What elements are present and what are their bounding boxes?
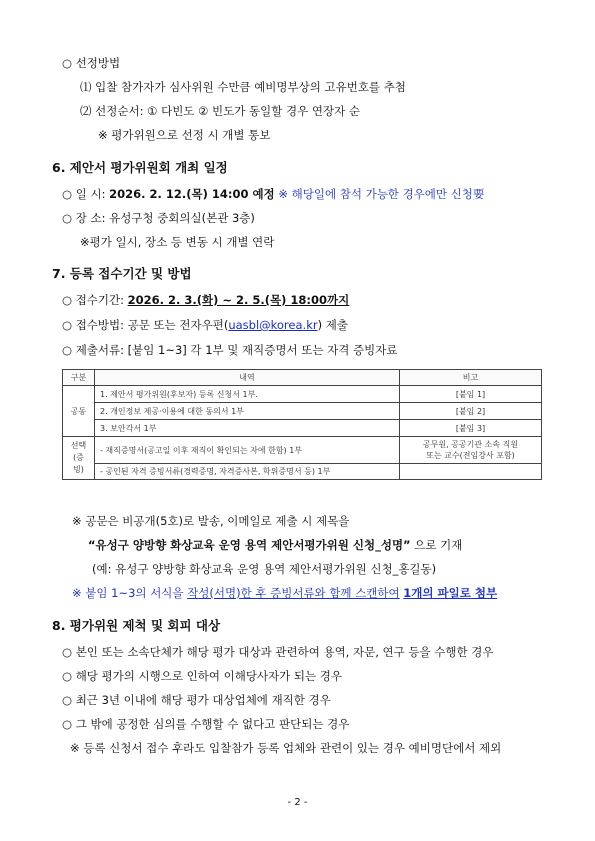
table-row	[63, 403, 542, 420]
meeting-place: ○ 장 소: 유성구청 중회의실(본관 3층)	[62, 211, 255, 225]
section-7-title: 7. 등록 접수기간 및 방법	[52, 266, 192, 281]
exclusion-item-2: ○ 해당 평가의 시행으로 인하여 이해당사자가 되는 경우	[62, 669, 343, 683]
attachment-note-a: ※ 붙임 1~3의 서식을	[72, 586, 188, 600]
exclusion-item-3: ○ 최근 3년 이내에 해당 평가 대상업체에 재직한 경우	[62, 693, 331, 707]
email-subject-format	[88, 537, 462, 553]
table-row	[63, 420, 542, 437]
page-number: - 2 -	[287, 797, 308, 808]
registration-method-prefix: ○ 접수방법: 공문 또는 전자우편(	[62, 318, 229, 332]
selection-item-1: ⑴ 입찰 참가자가 심사위원 수만큼 예비명부상의 고유번호를 추첨	[80, 80, 406, 94]
registration-period-value: 2026. 2. 3.(화) ~ 2. 5.(목) 18:00까지	[127, 293, 350, 307]
table-cell-note: [붙임 1]	[400, 386, 542, 403]
meeting-date-label: ○ 일 시:	[62, 187, 110, 201]
table-cell-note	[400, 437, 542, 464]
required-documents: ○ 제출서류: [붙임 1~3] 각 1부 및 재직증명서 또는 자격 증빙자료	[62, 343, 398, 357]
email-subject-example: (예: 유성구 양방향 화상교육 운영 용역 제안서평가위원 신청_홍길동)	[92, 562, 437, 576]
table-cell-item: 2. 개인정보 제공·이용에 대한 동의서 1부	[95, 403, 400, 420]
email-subject-suffix: 으로 기재	[410, 538, 463, 552]
table-cell-note: [붙임 2]	[400, 403, 542, 420]
meeting-date-value: 2026. 2. 12.(목) 14:00 예정	[109, 187, 275, 201]
exclusion-item-4: ○ 그 밖에 공정한 심의를 수행할 수 없다고 판단되는 경우	[62, 717, 350, 731]
table-cell-item: 1. 제안서 평가위원(후보자) 등록 신청서 1부.	[95, 386, 400, 403]
email-subject-title: “유성구 양방향 화상교육 운영 용역 제안서평가위원 신청_성명”	[88, 538, 411, 552]
meeting-date-note: ※ 해당일에 참석 가능한 경우에만 신청要	[274, 187, 485, 201]
group-optional-cell	[63, 437, 95, 480]
table-header-category: 구분	[63, 370, 95, 386]
note-line-2: 또는 교수(전임강사 포함)	[426, 451, 515, 460]
table-cell-note: [붙임 3]	[400, 420, 542, 437]
table-cell-item: 3. 보안각서 1부	[95, 420, 400, 437]
group-optional-line-2: (증빙)	[73, 453, 84, 474]
selection-note: ※ 평가위원으로 선정 시 개별 통보	[98, 128, 271, 142]
attachment-note	[72, 585, 497, 601]
selection-item-2: ⑵ 선정순서: ① 다빈도 ② 빈도가 동일할 경우 연장자 순	[80, 104, 360, 118]
table-cell-item: - 공인된 자격 증빙서류(경력증명, 자격증사본, 학위증명서 등) 1부	[95, 464, 400, 480]
attachment-note-d: 1개의 파일로 첨부	[403, 586, 498, 600]
table-cell-item: - 재직증명서(공고일 이후 재직이 확인되는 자에 한함) 1부	[95, 437, 400, 464]
attachment-note-b: 작성(서명)한 후 증빙서류와 함께 스캔하여	[187, 586, 400, 600]
email-link[interactable]: uasbl@korea.kr	[228, 318, 318, 332]
section-8-title: 8. 평가위원 제척 및 회피 대상	[52, 618, 221, 633]
group-optional-line-1: 선택	[70, 441, 87, 450]
table-row	[63, 437, 542, 464]
exclusion-note: ※ 등록 신청서 접수 후라도 입찰참가 등록 업체와 관련이 있는 경우 예비명단에서 제외	[70, 741, 502, 755]
registration-period-label: ○ 접수기간:	[62, 293, 128, 307]
selection-heading: ○ 선정방법	[62, 56, 121, 70]
registration-period	[62, 292, 349, 308]
table-row	[63, 464, 542, 480]
note-line-1: 공무원, 공공기관 소속 직원	[422, 440, 519, 449]
exclusion-item-1: ○ 본인 또는 소속단체가 해당 평가 대상과 관련하여 용역, 자문, 연구 등을 수행한 경우	[62, 645, 494, 659]
table-header-remarks: 비고	[400, 370, 542, 386]
group-common-cell: 공동	[63, 386, 95, 437]
section-6-title: 6. 제안서 평가위원회 개최 일정	[52, 160, 228, 175]
documents-table	[62, 369, 542, 480]
email-subject-note: ※ 공문은 비공개(5호)로 발송, 이메일로 제출 시 제목을	[72, 514, 350, 528]
registration-method	[62, 317, 348, 333]
table-row	[63, 386, 542, 403]
table-header-details: 내역	[95, 370, 400, 386]
meeting-change-note: ※평가 일시, 장소 등 변동 시 개별 연락	[80, 235, 275, 249]
meeting-date	[62, 186, 484, 202]
table-header-row	[63, 370, 542, 386]
table-cell-note	[400, 464, 542, 480]
registration-method-suffix: ) 제출	[317, 318, 348, 332]
